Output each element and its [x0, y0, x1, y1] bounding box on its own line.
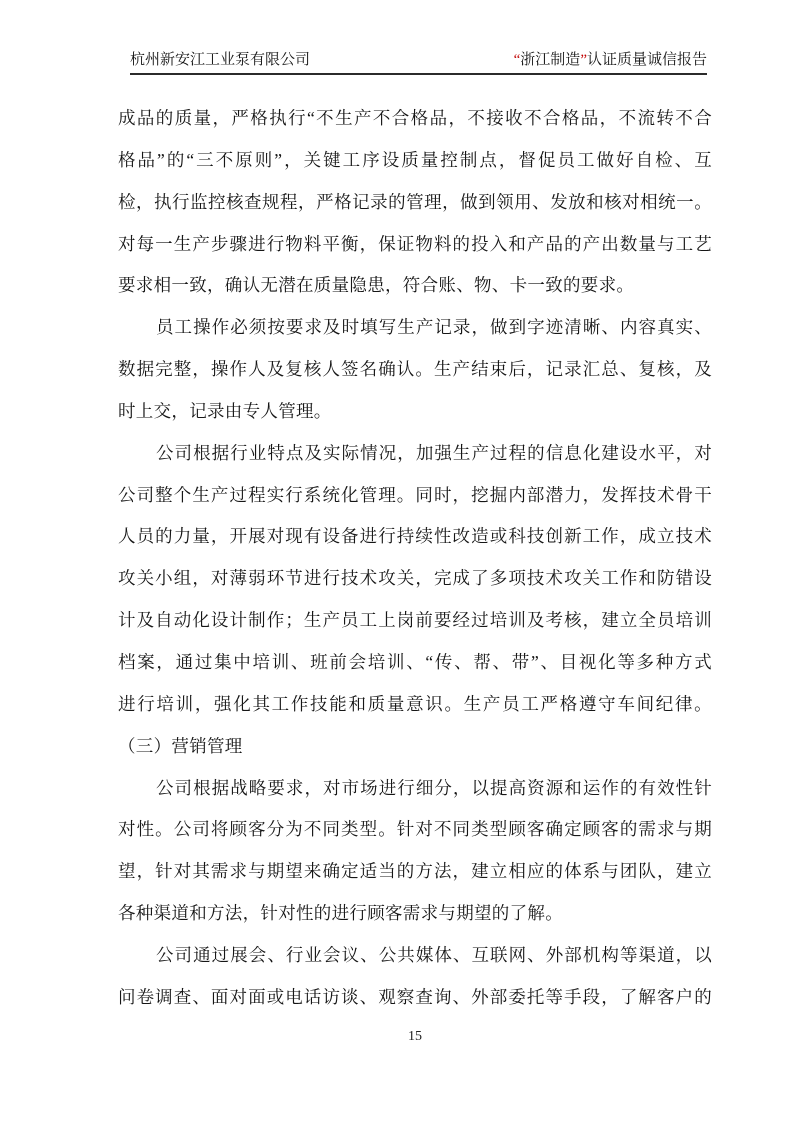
header-report-title	[514, 50, 707, 70]
text-line: 档案，通过集中培训、班前会培训、“传、帮、带”、目视化等多种方式	[118, 651, 712, 672]
text-line: 人员的力量，开展对现有设备进行持续性改造或科技创新工作，成立技术	[118, 526, 712, 547]
text-line: 数据完整，操作人及复核人签名确认。生产结束后，记录汇总、复核，及	[118, 359, 712, 380]
text-line: 公司整个生产过程实行系统化管理。同时，挖掘内部潜力，发挥技术骨干	[118, 484, 712, 505]
text-line: 望，针对其需求与期望来确定适当的方法，建立相应的体系与团队，建立	[118, 861, 712, 882]
text-line: 对性。公司将顾客分为不同类型。针对不同类型顾客确定顾客的需求与期	[118, 819, 712, 840]
text-line: 员工操作必须按要求及时填写生产记录，做到字迹清晰、内容真实、	[156, 317, 712, 338]
text-line: 对每一生产步骤进行物料平衡，保证物料的投入和产品的产出数量与工艺	[118, 233, 712, 254]
text-line: 攻关小组，对薄弱环节进行技术攻关，完成了多项技术攻关工作和防错设	[118, 568, 712, 589]
text-line: 问卷调查、面对面或电话访谈、观察查询、外部委托等手段，了解客户的	[118, 986, 712, 1007]
text-line: 时上交，记录由专人管理。	[118, 400, 332, 421]
page-header	[130, 50, 707, 75]
header-brand-text: 浙江制造	[520, 52, 581, 68]
text-line: 进行培训，强化其工作技能和质量意识。生产员工严格遵守车间纪律。	[118, 693, 712, 714]
text-line: 检，执行监控核查规程，严格记录的管理，做到领用、发放和核对相统一。	[118, 191, 712, 212]
header-open-quote: “	[513, 52, 521, 68]
text-line: 成品的质量，严格执行“不生产不合格品，不接收不合格品，不流转不合	[118, 108, 712, 128]
text-line: 各种渠道和方法，针对性的进行顾客需求与期望的了解。	[118, 903, 563, 924]
text-line: 公司通过展会、行业会议、公共媒体、互联网、外部机构等渠道，以	[156, 944, 712, 965]
page-number: 15	[408, 1029, 422, 1044]
text-line: 计及自动化设计制作；生产员工上岗前要经过培训及考核，建立全员培训	[118, 610, 712, 631]
header-company-name: 杭州新安江工业泵有限公司	[130, 52, 311, 68]
section-heading: （三）营销管理	[118, 735, 243, 756]
header-title-text: 认证质量诚信报告	[586, 52, 707, 68]
header-close-quote: ”	[580, 52, 587, 68]
text-line: 公司根据行业特点及实际情况，加强生产过程的信息化建设水平，对	[156, 442, 712, 463]
text-line: 公司根据战略要求，对市场进行细分，以提高资源和运作的有效性针	[156, 777, 712, 798]
text-line: 格品”的“三不原则”，关键工序设质量控制点，督促员工做好自检、互	[118, 149, 712, 170]
text-line: 要求相一致，确认无潜在质量隐患，符合账、物、卡一致的要求。	[118, 275, 635, 296]
document-body	[118, 98, 712, 1019]
